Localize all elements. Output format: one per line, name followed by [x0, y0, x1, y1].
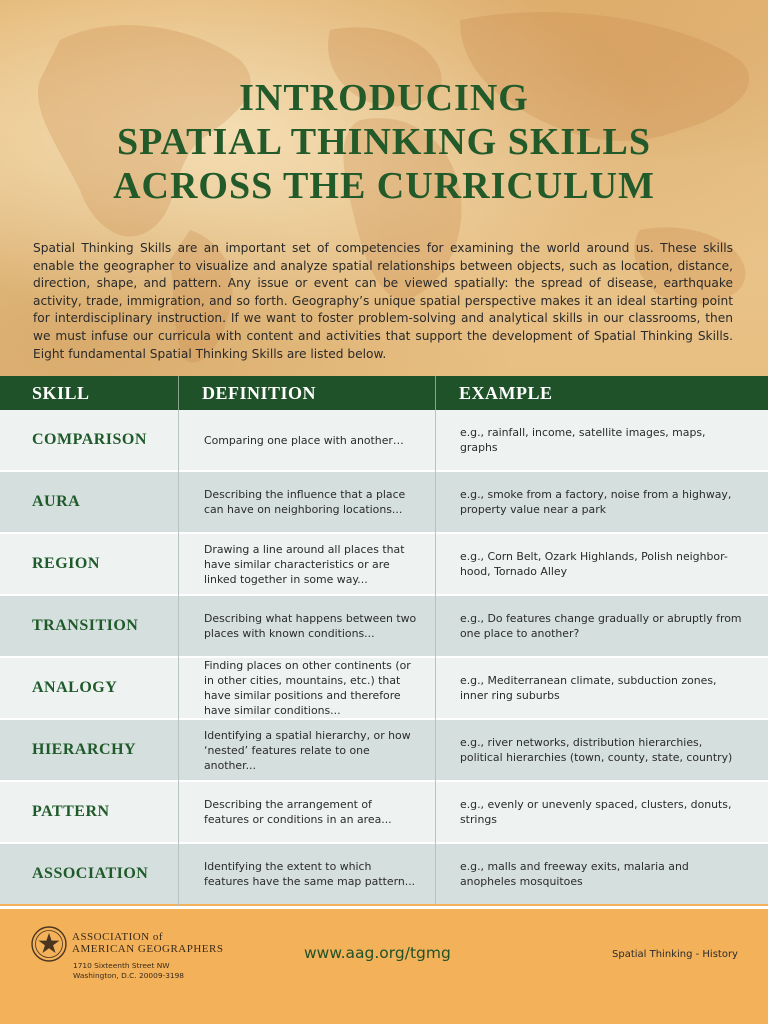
skill-definition: Describing the arrangement of features or conditions in an area...: [204, 798, 392, 826]
skill-name: COMPARISON: [32, 431, 147, 448]
skill-example: e.g., river networks, distribution hierarchies, political hierarchies (town, county, state, country): [460, 736, 733, 764]
skill-name: TRANSITION: [32, 617, 139, 634]
header-skill: SKILL: [32, 383, 90, 403]
skill-example: e.g., Mediterranean climate, subduction zones, inner ring suburbs: [460, 674, 717, 702]
skill-name: ANALOGY: [32, 679, 118, 696]
skill-definition: Identifying a spatial hierarchy, or how ‘nested’ features relate to one another...: [204, 728, 411, 772]
skill-example: e.g., malls and freeway exits, malaria and anopheles mosquitoes: [460, 860, 689, 888]
skills-table: [0, 376, 768, 906]
title-line-2: SPATIAL THINKING SKILLS: [116, 121, 652, 163]
skill-definition: Describing what happens between two places with known conditions...: [204, 612, 417, 640]
skill-example: e.g., Corn Belt, Ozark Highlands, Polish neighbor-hood, Tornado Alley: [460, 550, 728, 578]
skill-name: PATTERN: [32, 803, 110, 820]
skill-example: e.g., smoke from a factory, noise from a highway, property value near a park: [460, 488, 732, 516]
skill-definition: Comparing one place with another…: [204, 433, 404, 447]
footer-divider: [0, 906, 768, 909]
table-row: [0, 410, 768, 470]
table-row: [0, 720, 768, 780]
aag-seal-icon: [31, 926, 67, 962]
skill-example: e.g., evenly or unevenly spaced, clusters, donuts, strings: [460, 798, 732, 826]
skill-name: ASSOCIATION: [32, 865, 149, 882]
org-name-line-2: AMERICAN GEOGRAPHERS: [72, 943, 224, 955]
org-name-line-1: ASSOCIATION of: [72, 931, 164, 943]
website-link[interactable]: www.aag.org/tgmg: [304, 944, 451, 962]
header-divider: [435, 376, 436, 410]
skill-definition: Describing the influence that a place can have on neighboring locations...: [204, 488, 406, 516]
address-line-1: 1710 Sixteenth Street NW: [73, 961, 170, 970]
skill-name: REGION: [32, 555, 100, 572]
skill-definition: Finding places on other continents (or in other cities, mountains, etc.) that have similar positions and therefore have similar conditions...: [204, 659, 411, 717]
table-header: [0, 376, 768, 410]
column-divider: [178, 410, 179, 906]
skill-name: AURA: [32, 493, 81, 510]
footer-tagline: Spatial Thinking - History: [612, 949, 738, 960]
skill-definition: Drawing a line around all places that have similar characteristics or are linked together in some way...: [204, 542, 405, 586]
footer: [0, 906, 768, 1024]
table-row: [0, 472, 768, 532]
table-row: [0, 782, 768, 842]
header-example: EXAMPLE: [459, 383, 553, 403]
table-row: [0, 658, 768, 718]
page-title: [0, 76, 768, 208]
hero-background: [0, 0, 768, 376]
column-divider: [435, 410, 436, 906]
skill-example: e.g., Do features change gradually or abruptly from one place to another?: [460, 612, 742, 640]
table-row: [0, 534, 768, 594]
skill-name: HIERARCHY: [32, 741, 137, 758]
address-line-2: Washington, D.C. 20009-3198: [73, 971, 185, 980]
title-line-3: ACROSS THE CURRICULUM: [113, 165, 655, 207]
header-definition: DEFINITION: [202, 383, 317, 403]
title-line-1: INTRODUCING: [239, 77, 529, 119]
intro-paragraph: Spatial Thinking Skills are an important set of competencies for examining the world around us. These skills enable the geographer to visualize and analyze spatial relationships between objects, such as location, distance, direction, shape, and pattern. Any issue or event can be viewed spatially: the spread of disease, earthquake activity, trade, immigration, and so forth. Geography’s unique spatial perspective makes it an ideal starting point for interdisciplinary instruction. If we want to foster problem-solving and analytical skills in our classrooms, then we must infuse our curricula with content and activities that support the development of Spatial Thinking Skills. Eight fundamental Spatial Thinking Skills are listed below.: [33, 241, 733, 361]
skill-example: e.g., rainfall, income, satellite images, maps, graphs: [460, 426, 706, 454]
skill-definition: Identifying the extent to which features have the same map pattern...: [204, 860, 416, 888]
table-row: [0, 596, 768, 656]
header-divider: [178, 376, 179, 410]
table-row: [0, 844, 768, 904]
